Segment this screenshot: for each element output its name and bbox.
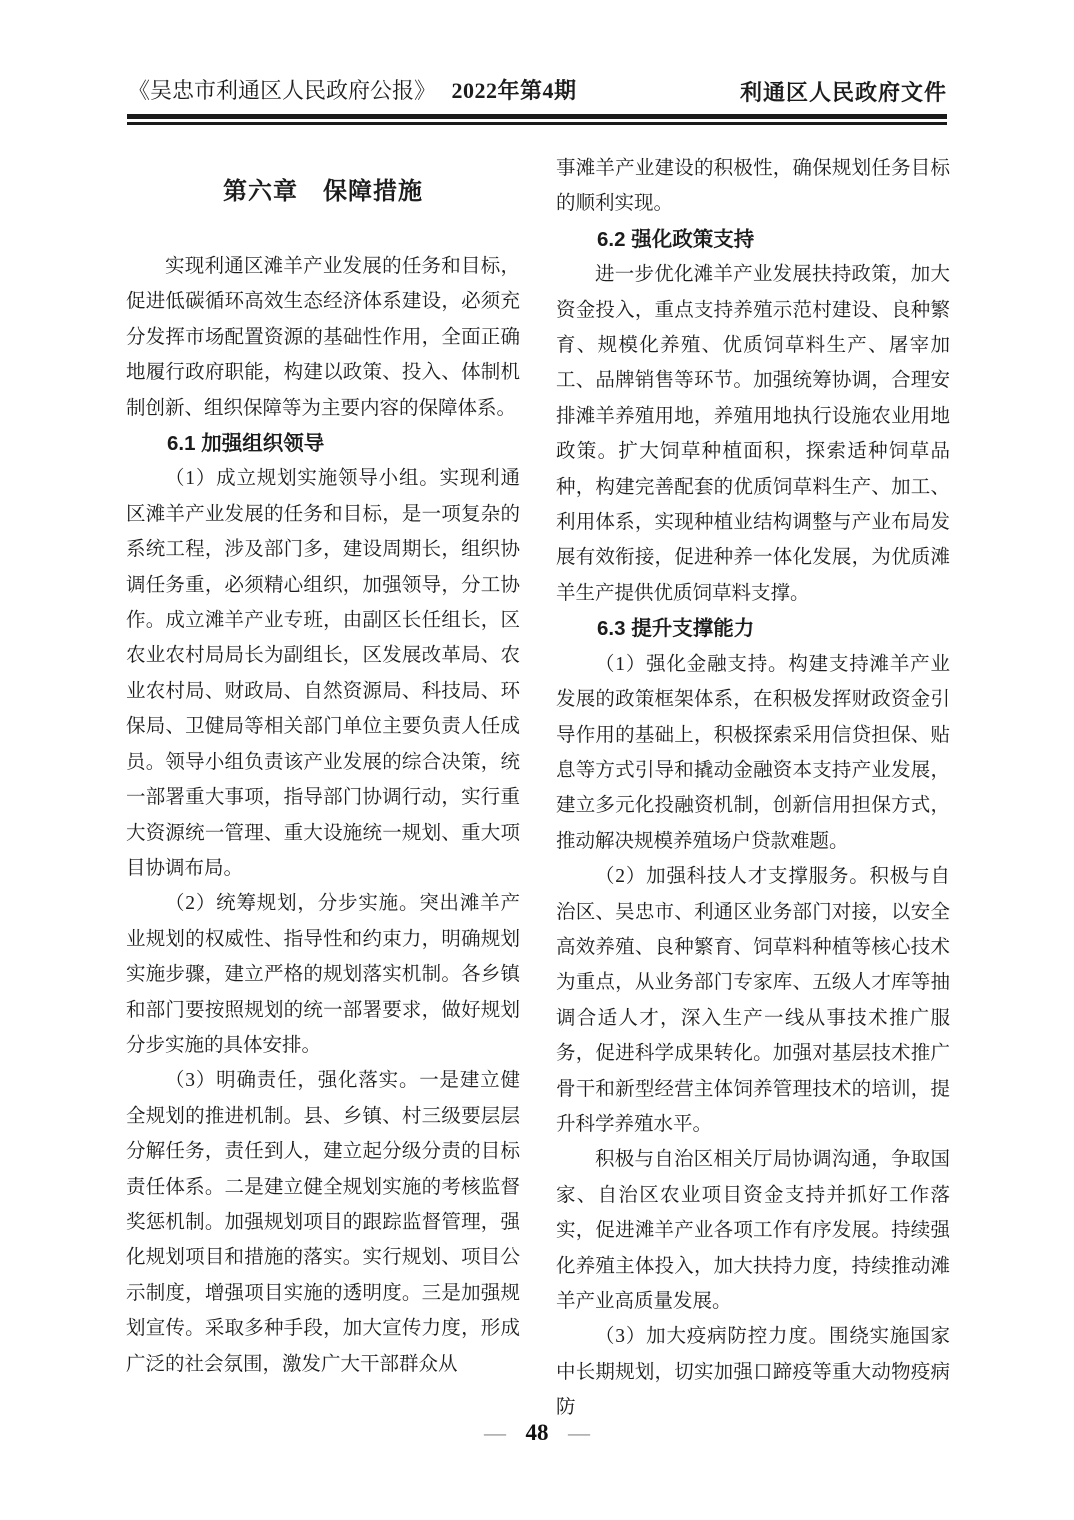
paragraph-6-3-item-2: （2）加强科技人才支撑服务。积极与自治区、吴忠市、利通区业务部门对接，以安全高效养殖、良种繁育、饲草料种植等核心技术为重点，从业务部门专家库、五级人才库等抽调合适人才，深入生产一线从事技术推广服务，促进科学成果转化。加强对基层技术推广骨干和新型经营主体饲养管理技术的培训，提升科学养殖水平。 [556, 866, 950, 1135]
journal-issue: 2022年第4期 [451, 78, 577, 103]
footer-dash-left: — [484, 1420, 506, 1445]
paragraph-6-1-item-3: （3）明确责任，强化落实。一是建立健全规划的推进机制。县、乡镇、村三级要层层分解任务，责任到人，建立起分级分责的目标责任体系。二是建立健全规划实施的考核监督奖惩机制。加强规划项目的跟踪监督管理，强化规划项目和措施的落实。实行规划、项目公示制度，增强项目实施的透明度。三是加强规划宣传。采取多种手段，加大宣传力度，形成广泛的社会氛围，激发广大干部群众从 [126, 1070, 520, 1375]
left-column [126, 172, 520, 1382]
header-double-rule [127, 114, 947, 125]
journal-title: 《吴忠市利通区人民政府公报》 [128, 78, 437, 103]
paragraph-6-1-item-2: （2）统筹规划，分步实施。突出滩羊产业规划的权威性、指导性和约束力，明确规划实施步骤，建立严格的规划落实机制。各乡镇和部门要按照规划的统一部署要求，做好规划分步实施的具体安排。 [126, 893, 520, 1056]
continuation-paragraph: 事滩羊产业建设的积极性，确保规划任务目标的顺利实现。 [556, 158, 950, 215]
section-6-2-heading: 6.2 强化政策支持 [597, 227, 755, 251]
header-left [128, 74, 577, 105]
paragraph-6-3-item-3: 积极与自治区相关厅局协调沟通，争取国家、自治区农业项目资金支持并抓好工作落实，促进滩羊产业各项工作有序发展。持续强化养殖主体投入，加大扶持力度，持续推动滩羊产业高质量发展。 [556, 1149, 950, 1312]
document-type-label: 利通区人民政府文件 [739, 80, 947, 105]
page-number: 48 [525, 1420, 549, 1445]
page-footer [0, 1420, 1074, 1446]
chapter-title: 第六章 保障措施 [223, 178, 423, 205]
paragraph-6-3-item-1: （1）强化金融支持。构建支持滩羊产业发展的政策框架体系，在积极发挥财政资金引导作用的基础上，积极探索采用信贷担保、贴息等方式引导和撬动金融资本支持产业发展，建立多元化投融资机制，创新信用担保方式，推动解决规模养殖场户贷款难题。 [556, 653, 950, 852]
paragraph-6-1-item-1: （1）成立规划实施领导小组。实现利通区滩羊产业发展的任务和目标，是一项复杂的系统工程，涉及部门多，建设周期长，组织协调任务重，必须精心组织，加强领导，分工协作。成立滩羊产业专班，由副区长任组长，区农业农村局局长为副组长，区发展改革局、农业农村局、财政局、自然资源局、科技局、环保局、卫健局等相关部门单位主要负责人任成员。领导小组负责该产业发展的综合决策，统一部署重大事项，指导部门协调行动，实行重大资源统一管理、重大设施统一规划、重大项目协调布局。 [126, 468, 520, 879]
footer-dash-right: — [568, 1420, 590, 1445]
section-6-1-heading: 6.1 加强组织领导 [167, 432, 325, 456]
paragraph-6-2: 进一步优化滩羊产业发展扶持政策，加大资金投入，重点支持养殖示范村建设、良种繁育、规模化养殖、优质饲草料生产、屠宰加工、品牌销售等环节。加强统筹协调，合理安排滩羊养殖用地，养殖用地执行设施农业用地政策。扩大饲草种植面积，探索适种饲草品种，构建完善配套的优质饲草料生产、加工、利用体系，实现种植业结构调整与产业布局发展有效衔接，促进种养一体化发展，为优质滩羊生产提供优质饲草料支撑。 [556, 264, 950, 604]
paragraph-6-3-item-4: （3）加大疫病防控力度。围绕实施国家中长期规划，切实加强口蹄疫等重大动物疫病防 [556, 1326, 950, 1419]
intro-paragraph: 实现利通区滩羊产业发展的任务和目标，促进低碳循环高效生态经济体系建设，必须充分发挥市场配置资源的基础性作用，全面正确地履行政府职能，构建以政策、投入、体制机制创新、组织保障等为主要内容的保障体系。 [126, 256, 520, 419]
section-6-3-heading: 6.3 提升支撑能力 [597, 617, 755, 641]
right-column [556, 151, 950, 1426]
